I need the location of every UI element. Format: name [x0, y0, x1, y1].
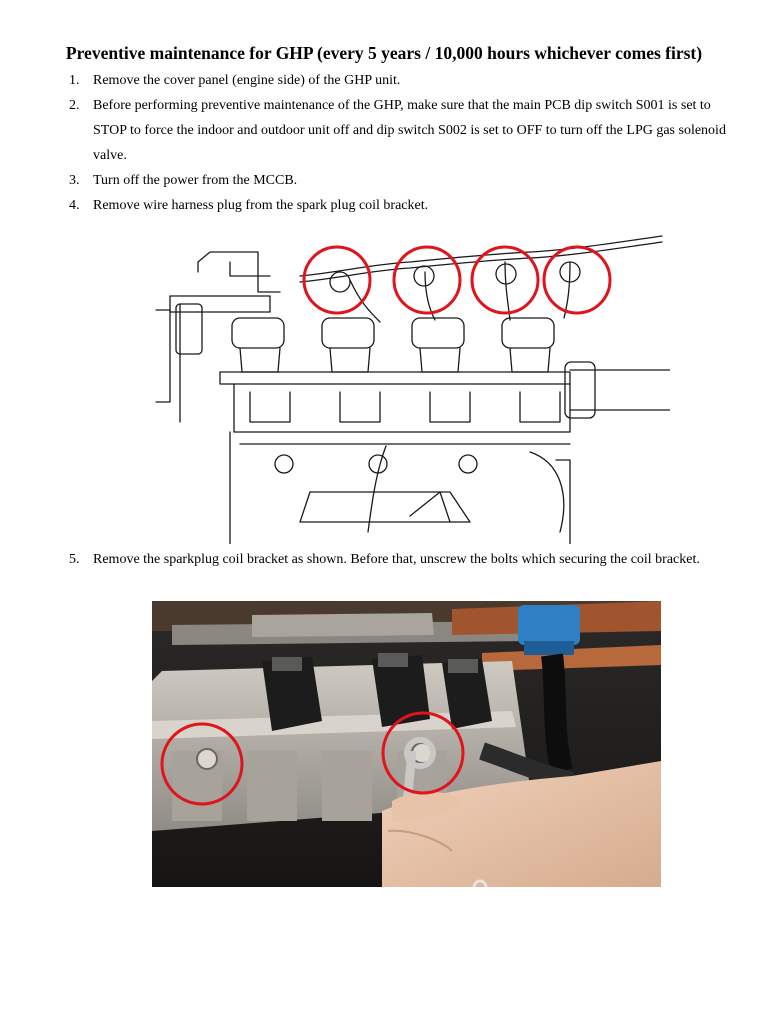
highlight-circle — [304, 247, 370, 313]
steps-list-part2 — [69, 547, 729, 572]
step-text: Before performing preventive maintenance of the GHP, make sure that the main PCB dip switch S001 is set to STOP to force the indoor and outdoor unit off and dip switch S002 is set to OFF to turn off the LPG gas solenoid valve. — [93, 98, 726, 163]
step-text: Remove wire harness plug from the spark plug coil bracket. — [93, 198, 429, 213]
highlight-circle — [394, 247, 460, 313]
step-number: 3. — [69, 173, 80, 188]
step-number: 5. — [69, 552, 80, 567]
coil-bracket-photo — [152, 601, 661, 887]
step-item — [69, 193, 729, 218]
highlight-circle — [544, 247, 610, 313]
steps-list-part1 — [69, 68, 729, 218]
step-text: Remove the cover panel (engine side) of the GHP unit. — [93, 73, 401, 88]
highlight-circle — [472, 247, 538, 313]
step-text: Turn off the power from the MCCB. — [93, 173, 298, 188]
step-number: 2. — [69, 98, 80, 113]
step-number: 1. — [69, 73, 80, 88]
step-item — [69, 93, 729, 168]
document-title: Preventive maintenance for GHP (every 5 years / 10,000 hours whichever comes first) — [65, 43, 703, 63]
step-text: Remove the sparkplug coil bracket as shown. Before that, unscrew the bolts which securing the coil bracket. — [93, 552, 700, 567]
step-item — [69, 168, 729, 193]
step-item — [69, 547, 729, 572]
engine-line-drawing — [150, 232, 670, 544]
step-item — [69, 68, 729, 93]
step-number: 4. — [69, 198, 80, 213]
